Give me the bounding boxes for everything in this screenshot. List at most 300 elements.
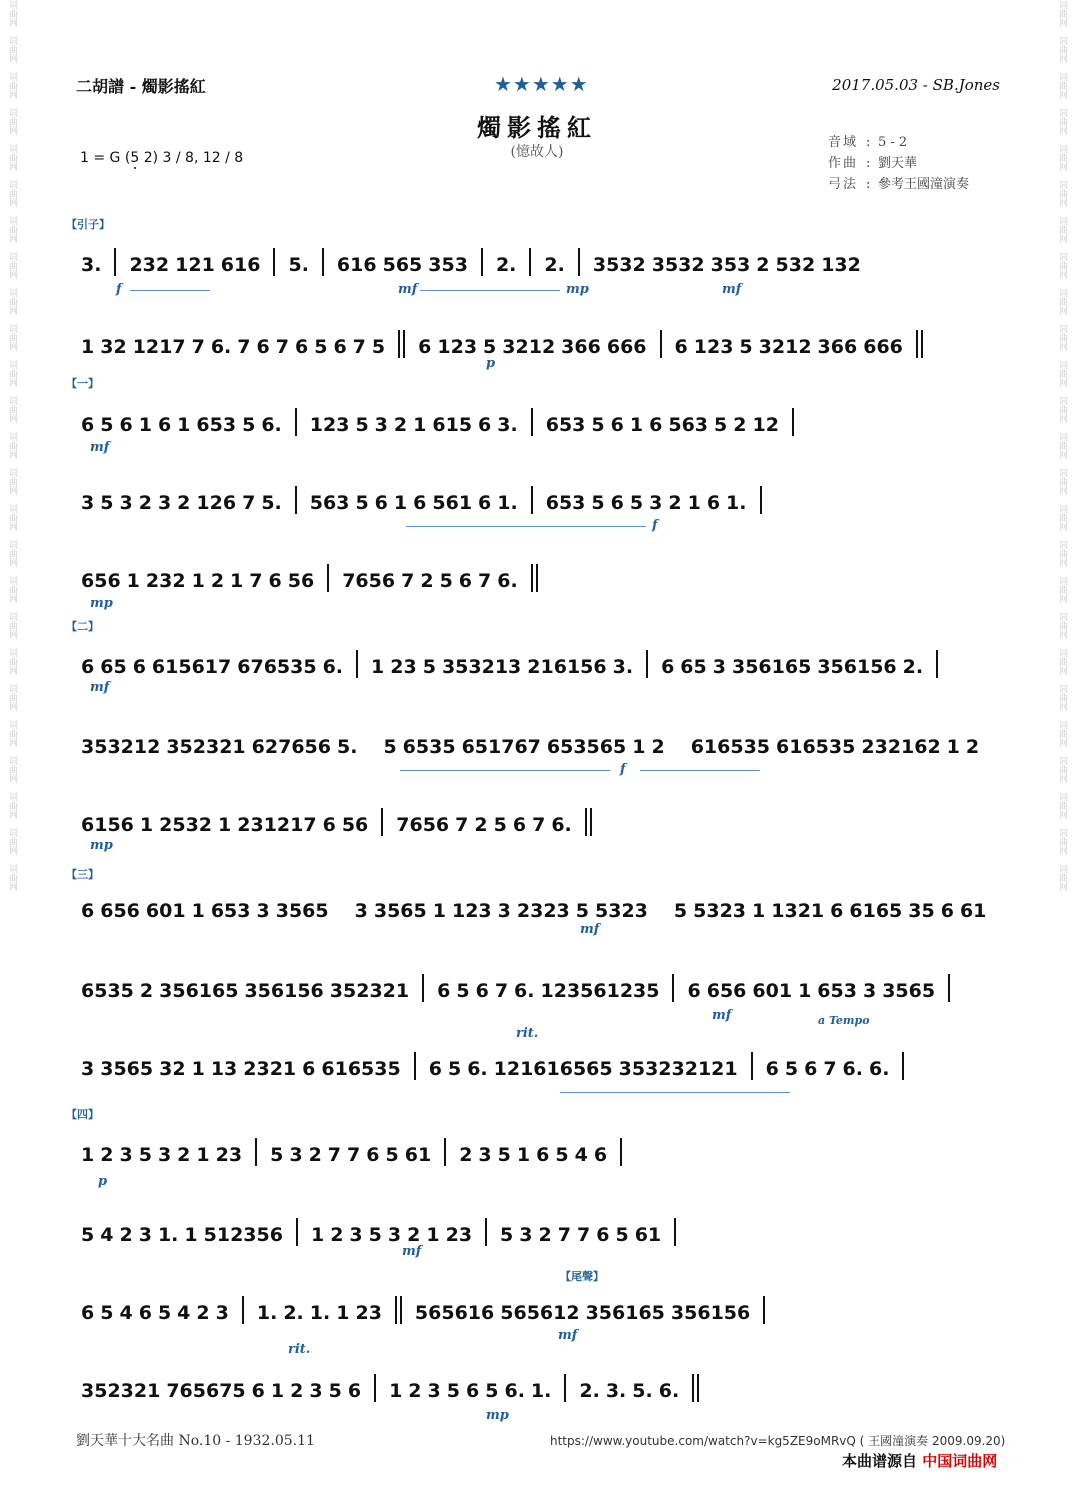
note-group: 1 [218,814,232,836]
note-group: 65 [680,656,707,678]
note-group: 6 [536,1144,550,1166]
note-group: 5 [497,1144,511,1166]
note-group: 3 [309,1380,323,1402]
dynamic-f: f [116,282,122,297]
note-group: 6 [466,1380,480,1402]
barline [296,1218,298,1246]
note-group: 2 [196,1302,210,1324]
note-group: 356156 [244,980,324,1002]
barline [751,1052,753,1080]
note-group: 3565 [882,980,936,1002]
watermark-text: 词曲网 [7,576,17,603]
note-group: 6 [661,656,675,678]
score-line [78,554,998,594]
note-group: 7 [532,814,546,836]
note-group: 6. [467,1058,488,1080]
info-block [828,132,969,195]
dynamic-mf-5: mf [580,922,600,937]
note-group: 6 [251,1380,265,1402]
note-group: 6 [347,1380,362,1402]
note-group: 5 [422,656,436,678]
note-group: 1 [139,814,154,836]
note-group: 1 [230,570,244,592]
note-group: 2 [290,1380,304,1402]
source-site-link[interactable]: 中国词曲网 [922,1452,998,1470]
barline [792,408,794,436]
note-group: 7656 [342,570,396,592]
dynamic-f-2: f [652,518,658,533]
note-group: 1 [371,656,385,678]
note-group: 656 [81,570,121,592]
note-group: 5 [500,1224,514,1246]
double-barline [531,564,538,592]
crescendo-hairpin-2 [406,526,646,527]
note-group: 2. [902,656,924,678]
note-group: 2 [965,736,980,758]
note-group: 1 [191,900,205,922]
watermark-text: 词曲网 [7,828,17,855]
barline [481,248,483,276]
note-group: 123 [451,900,492,922]
key-mid-note: 2 [143,150,153,166]
watermark-text: 词曲网 [7,36,17,63]
note-group: 2 [407,1224,421,1246]
note-group: 56 [287,570,315,592]
note-group: 6. [261,414,282,436]
score-line-notes [78,1052,998,1080]
watermark-text: 词曲网 [7,360,17,387]
barline [646,650,648,678]
score-line [78,398,998,438]
note-group: 5 [615,1224,629,1246]
note-group: 6 [138,1302,152,1324]
note-group: 132 [821,254,861,276]
note-group: 616535 [690,736,771,758]
note-group: 5 [575,900,589,922]
note-group: 653 [196,414,237,436]
score-line-notes [78,330,998,358]
note-group: 5 [784,1058,799,1080]
note-group: 653565 [546,736,627,758]
note-group: 3 [354,900,368,922]
note-group: 563 [668,414,709,436]
score-line-notes [78,808,998,836]
double-barline [692,1374,699,1402]
note-group: 3 [157,1144,172,1166]
note-group: 5 [242,414,256,436]
note-group: 7 [494,980,509,1002]
note-group: 6 [333,336,347,358]
note-group: 5 [328,1380,342,1402]
score-line [78,1208,998,1248]
double-barline [395,1296,402,1324]
barline [674,1218,676,1246]
note-group: 123 [693,336,734,358]
note-group: 6 [478,492,492,514]
note-group: 512356 [203,1224,283,1246]
note-group: 5 [591,414,605,436]
note-group: 6 [940,900,954,922]
note-group: 7 [478,570,492,592]
crescendo-hairpin-3 [400,770,610,771]
note-group: 2 [408,1380,422,1402]
note-group: 1 [310,1224,325,1246]
note-group: 12 [752,414,779,436]
note-group: 3 [81,1058,95,1080]
note-group: 6 [458,570,473,592]
note-group: 6 [81,1302,95,1324]
section-intro-label: 【引子】 [66,218,110,231]
watermark-text: 词曲网 [1057,36,1067,63]
note-group: 3 [157,492,172,514]
watermark-text: 词曲网 [1057,396,1067,423]
note-group: 7656 [396,814,450,836]
dynamic-mf-4: mf [90,680,110,695]
note-group: 6 [418,336,432,358]
dynamic-mp-2: mp [90,596,113,611]
watermark-text: 词曲网 [1057,756,1067,783]
note-group: 5 [81,1224,95,1246]
barline [295,486,297,514]
watermark-text: 词曲网 [1057,792,1067,819]
note-group: 666 [863,336,903,358]
barline [672,974,674,1002]
note-group: 3 [256,900,270,922]
note-group: 23 [390,656,417,678]
note-group: 1 [177,414,191,436]
section-2-label: 【二】 [66,620,99,633]
note-group: 6. [504,1380,525,1402]
note-group: 1 [191,570,205,592]
watermark-text: 词曲网 [7,864,17,891]
dynamic-p: p [486,356,496,371]
note-group: 121 [175,254,215,276]
note-group: 61 [959,900,987,922]
note-group: 5 [355,414,369,436]
note-group: 7 [347,1144,361,1166]
note-group: 65 [100,656,127,678]
key-prefix: 1 = G ( [80,150,131,166]
note-group: 2 [651,736,665,758]
barline [374,1374,376,1402]
note-group: 2 [139,980,154,1002]
note-group: 2. [579,1380,600,1402]
barline [660,330,662,358]
note-group: 2 [138,492,152,514]
note-group: 1 [632,736,646,758]
barline [414,1052,416,1080]
score-line-notes [78,974,998,1002]
note-group: 5 [371,336,386,358]
watermark-text: 词曲网 [1057,180,1067,207]
note-group: 3. [81,254,102,276]
note-group: 3 [862,980,877,1002]
note-group: 653 [545,492,586,514]
note-group: 6 [428,1058,442,1080]
note-group: 5 [714,414,728,436]
barline [444,1138,446,1166]
key-signature [80,150,243,166]
watermark-text: 词曲网 [1057,576,1067,603]
note-group: 353213 [441,656,522,678]
note-group: 6 [706,492,721,514]
note-group: 5. [288,254,309,276]
note-group: 7 [823,1058,837,1080]
dynamic-mf: mf [398,282,418,297]
note-group: 6 [322,814,336,836]
barline [255,1138,257,1166]
a-tempo-mark: a Tempo [818,1014,870,1027]
watermark-text: 词曲网 [1057,72,1067,99]
note-group: 5 [385,1144,399,1166]
barline [620,1138,622,1166]
note-group: 3532 [651,254,705,276]
note-group: 216156 [527,656,607,678]
note-group: 7 [237,336,251,358]
note-group: 565612 [500,1302,580,1324]
note-group: 6 [593,1144,608,1166]
note-group: 6 [687,980,701,1002]
note-group: 616 [220,254,261,276]
watermark-text: 词曲网 [7,324,17,351]
note-group: 6 [81,656,95,678]
note-group: 3 [81,492,95,514]
note-group: 23 [355,1302,382,1324]
note-group: 356165 [731,656,812,678]
note-group: 7 [557,1224,571,1246]
note-group: 1 [798,980,812,1002]
watermark-text: 词曲网 [7,108,17,135]
note-group: 3 [349,1224,363,1246]
watermark-text: 词曲网 [7,720,17,747]
barline [578,248,580,276]
note-group: 356165 [585,1302,665,1324]
watermark-text: 词曲网 [7,180,17,207]
dynamic-mp: mp [566,282,589,297]
note-group: 666 [606,336,647,358]
note-group: 6 [610,492,624,514]
watermark-text: 词曲网 [1057,360,1067,387]
note-group: 352321 [166,736,246,758]
note-group: 2 [210,570,225,592]
note-group: 353 [428,254,468,276]
note-group: 1. [497,492,518,514]
diminuendo-hairpin [420,290,560,291]
note-group: 5 [383,736,397,758]
note-group: 1 [389,1380,403,1402]
note-group: 61 [634,1224,662,1246]
dynamic-mp-3: mp [90,838,113,853]
note-group: 6156 [81,814,134,836]
score-line-notes [78,1374,998,1402]
barline [356,650,358,678]
score-line [78,320,998,360]
note-group: 7 [401,570,415,592]
note-group: 5 [739,336,753,358]
note-group: 3532 [592,254,646,276]
note-group: 1 [81,336,95,358]
barline [763,1296,765,1324]
dynamic-mf-6: mf [712,1008,732,1023]
key-suffix: ) 3 / 8, 12 / 8 [152,150,244,166]
watermark-text: 词曲网 [7,540,17,567]
note-group: 765675 [166,1380,246,1402]
note-group: 2321 [243,1058,297,1080]
note-group: 6 [413,492,427,514]
note-group: 3 [478,1144,492,1166]
note-group: 5 [157,1302,172,1324]
dynamic-p-2: p [98,1174,108,1189]
note-group: 6 [119,414,133,436]
note-group: 352321 [329,980,410,1002]
dynamic-f-3: f [620,762,626,777]
note-group: 3 [649,492,663,514]
note-group: 35 [908,900,935,922]
note-group: 6 [437,980,451,1002]
note-group: 601 [752,980,793,1002]
note-group: 1 [629,414,644,436]
note-group: 5 [447,1058,462,1080]
dynamic-mf-3: mf [90,440,110,455]
note-group: 5 [100,1302,114,1324]
note-group: 5. [261,492,282,514]
note-group: 3212 [502,336,556,358]
watermark-text: 词曲网 [7,396,17,423]
score-line [78,1042,998,1082]
note-group: 5 [100,492,114,514]
note-group: 5 [485,1380,499,1402]
note-group: 6 [649,414,663,436]
dynamic-mf-8: mf [558,1328,578,1343]
note-group: 6 [765,1058,779,1080]
barline [422,974,424,1002]
note-group: 1 [191,1058,205,1080]
watermark-strip-right [1052,0,1072,1498]
note-group: 6 [294,336,309,358]
note-group: 1321 [771,900,825,922]
note-group: 232162 [861,736,941,758]
note-group: 2 [459,1144,473,1166]
note-group: 2 [308,1144,322,1166]
note-group: 7 [576,1224,591,1246]
footer-video-link[interactable]: https://www.youtube.com/watch?v=kg5ZE9oMRvQ ( 王國潼演奏 2009.09.20) [550,1434,1006,1448]
note-group: 1 [196,1144,210,1166]
note-group: 7 [191,336,205,358]
note-group: 7 [242,492,256,514]
note-group: 123561235 [540,980,660,1002]
note-group: 7 [455,814,469,836]
section-3-label: 【三】 [66,868,99,881]
note-group: 3565 [100,1058,154,1080]
watermark-strip-left [2,0,22,1498]
note-group: 1 [81,1144,95,1166]
note-group: 4 [100,1224,114,1246]
note-group: 6 [81,414,95,436]
score-line-notes [78,1138,998,1166]
note-group: 3 [215,1302,229,1324]
watermark-text: 词曲网 [7,468,17,495]
note-group: 2 [756,254,770,276]
note-group: 6 [674,336,688,358]
note-group: 356156 [817,656,897,678]
note-group: 6 [475,980,489,1002]
note-group: 1 [393,492,408,514]
note-group: 5 [591,492,605,514]
note-group: 6. [658,1380,680,1402]
note-group: 2. [495,254,517,276]
watermark-text: 词曲网 [1057,504,1067,531]
note-group: 2 [733,414,747,436]
note-group: 3 [519,1224,533,1246]
dynamic-mf-2: mf [722,282,742,297]
watermark-text: 词曲网 [1057,612,1067,639]
note-group: 1 [432,900,446,922]
watermark-text: 词曲网 [7,72,17,99]
score-line [78,238,998,278]
note-group: 5. [632,1380,653,1402]
ritardando-mark-2: rit. [288,1342,311,1357]
note-group: 3 [712,656,726,678]
note-group: 232 [145,570,186,592]
note-group: 2532 [159,814,213,836]
note-group: 653 [817,980,857,1002]
score-line [78,1128,998,1168]
note-group: 676535 [237,656,317,678]
note-group: 366 [817,336,858,358]
note-group: 615617 [151,656,232,678]
note-group: 651767 [461,736,541,758]
note-group: 2 [119,1224,133,1246]
crescendo-hairpin-4 [560,1092,790,1093]
crescendo-hairpin [130,290,210,291]
note-group: 1 [516,1144,531,1166]
page-subtitle: (憶故人) [510,144,564,160]
score-line [78,964,998,1004]
note-group: 2. [544,254,565,276]
note-group: 6 [804,1058,818,1080]
note-group: 2. [283,1302,304,1324]
watermark-text: 词曲网 [7,432,17,459]
barline [529,248,531,276]
score-line [78,1286,998,1326]
watermark-text: 词曲网 [7,792,17,819]
watermark-text: 词曲网 [7,684,17,711]
watermark-text: 词曲网 [7,648,17,675]
note-group: 6. [497,570,518,592]
note-group: 6. [869,1058,890,1080]
note-group: 6535 [81,980,134,1002]
note-group: 2 [668,492,682,514]
score-line-notes [78,1218,998,1246]
note-group: 1217 [132,336,186,358]
note-group: 6 [132,656,146,678]
footer-work-info: 劉天華十大名曲 No.10 - 1932.05.11 [76,1433,315,1449]
note-group: 353 [710,254,751,276]
note-group: 353212 [81,736,161,758]
watermark-text: 词曲网 [7,504,17,531]
note-group: 3 [387,1224,402,1246]
note-group: 656 [706,980,747,1002]
watermark-text: 词曲网 [7,0,17,27]
dynamic-mf-7: mf [402,1244,422,1259]
note-group: 1 [126,570,140,592]
score-line-notes [78,1296,998,1324]
note-group: 3 [119,1144,133,1166]
note-group: 5 [355,492,369,514]
info-bowing: 弓法 : 參考王國潼演奏 [828,177,970,192]
note-group: 3212 [758,336,812,358]
note-group: 1 [687,492,701,514]
